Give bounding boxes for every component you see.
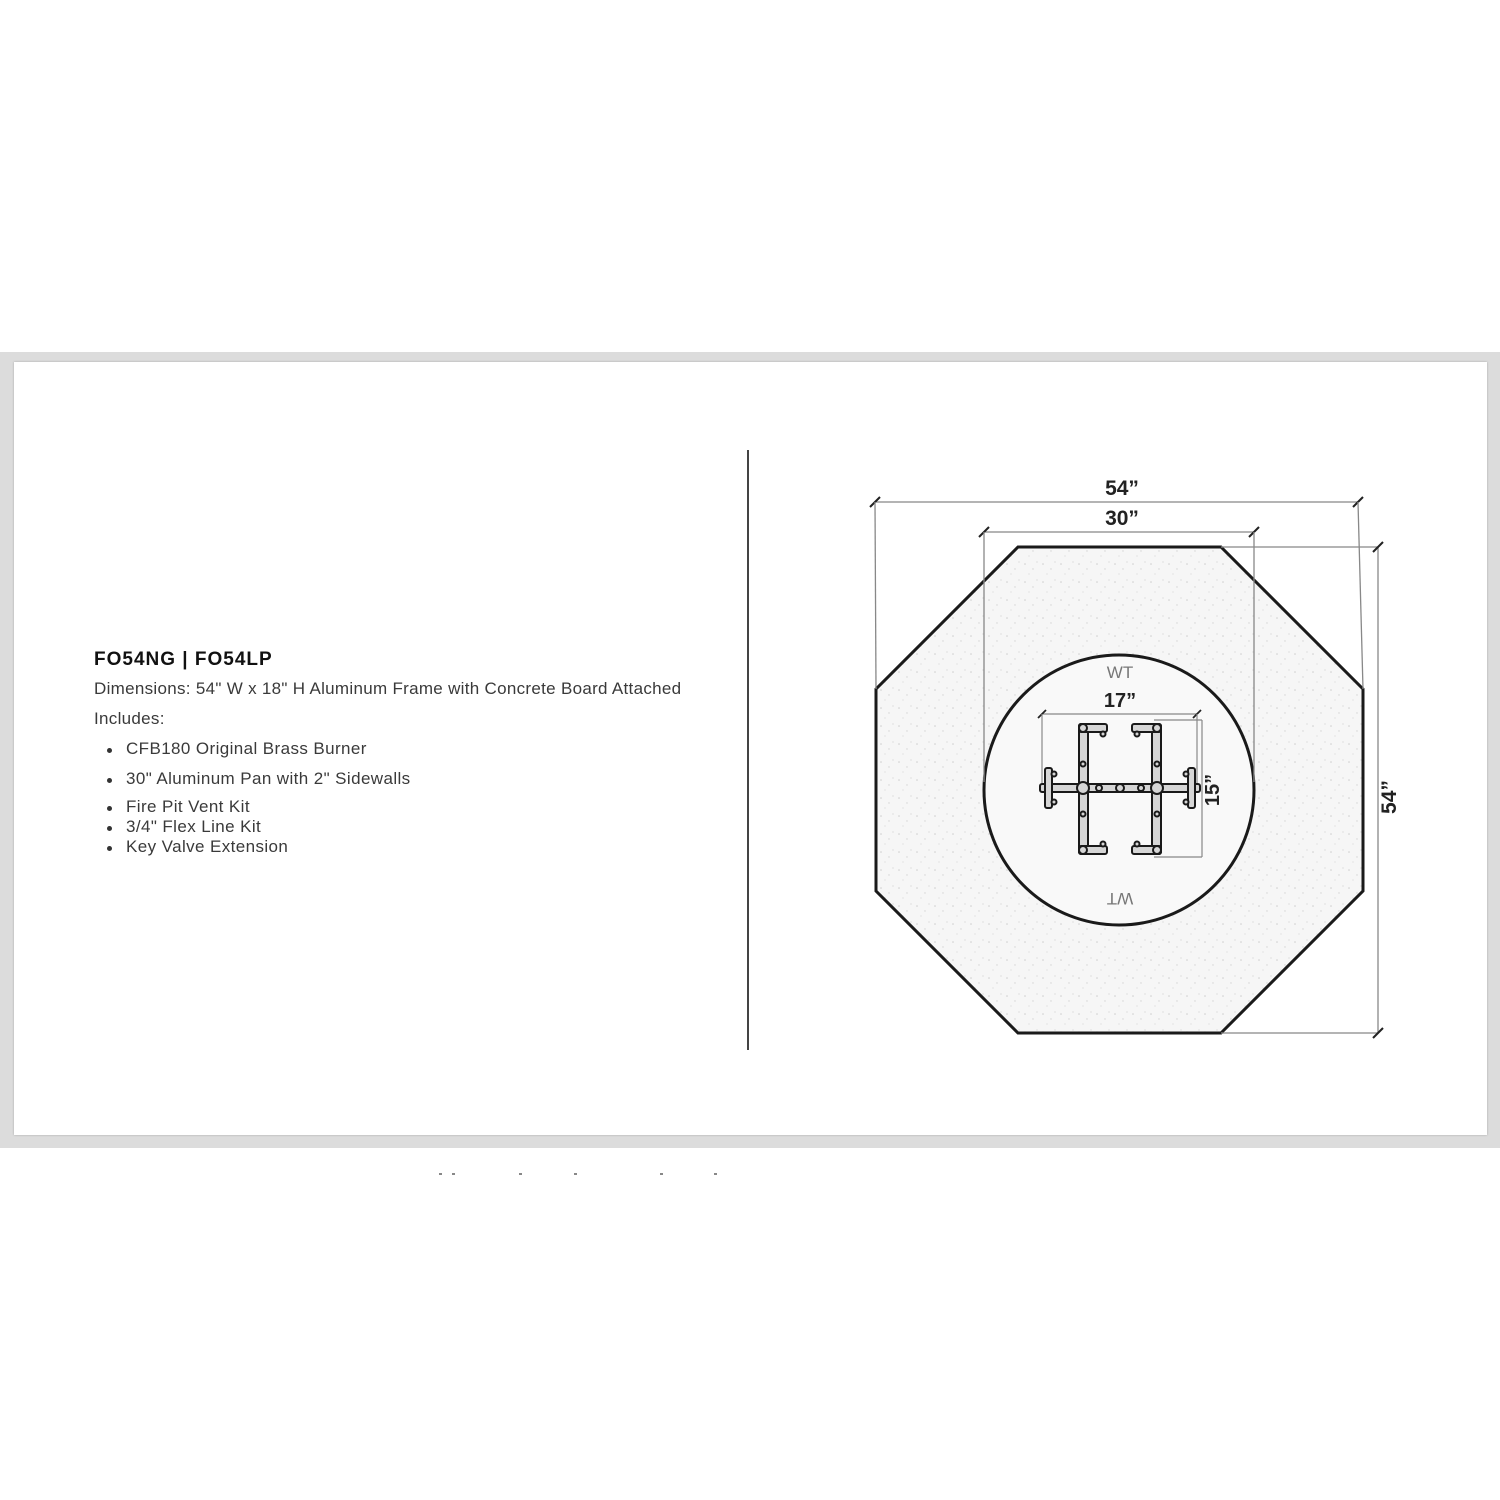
dimensions-line: Dimensions: 54" W x 18" H Aluminum Frame with Concrete Board Attached xyxy=(94,679,682,698)
list-item: 30" Aluminum Pan with 2" Sidewalls xyxy=(126,769,734,789)
brand-logo-bottom: WT xyxy=(1106,889,1134,908)
overall-width-label: 54” xyxy=(1105,477,1139,500)
faint-text-artifact xyxy=(424,1173,724,1177)
model-numbers: FO54NG | FO54LP xyxy=(94,649,273,670)
overall-depth-label: 54” xyxy=(1378,780,1401,814)
burner-depth-label: 15” xyxy=(1202,773,1224,807)
brand-logo-top: WT xyxy=(1106,663,1134,682)
includes-label: Includes: xyxy=(94,709,165,728)
burner-width-label: 17” xyxy=(1103,690,1137,712)
list-item: 3/4" Flex Line Kit xyxy=(126,817,734,837)
spec-card xyxy=(14,362,1487,1135)
fire-pit-top-view-diagram xyxy=(14,362,1487,1135)
pan-diameter-label: 30” xyxy=(1105,507,1139,530)
list-item: Key Valve Extension xyxy=(126,837,734,857)
list-item: Fire Pit Vent Kit xyxy=(126,797,734,817)
list-item: CFB180 Original Brass Burner xyxy=(126,739,734,759)
